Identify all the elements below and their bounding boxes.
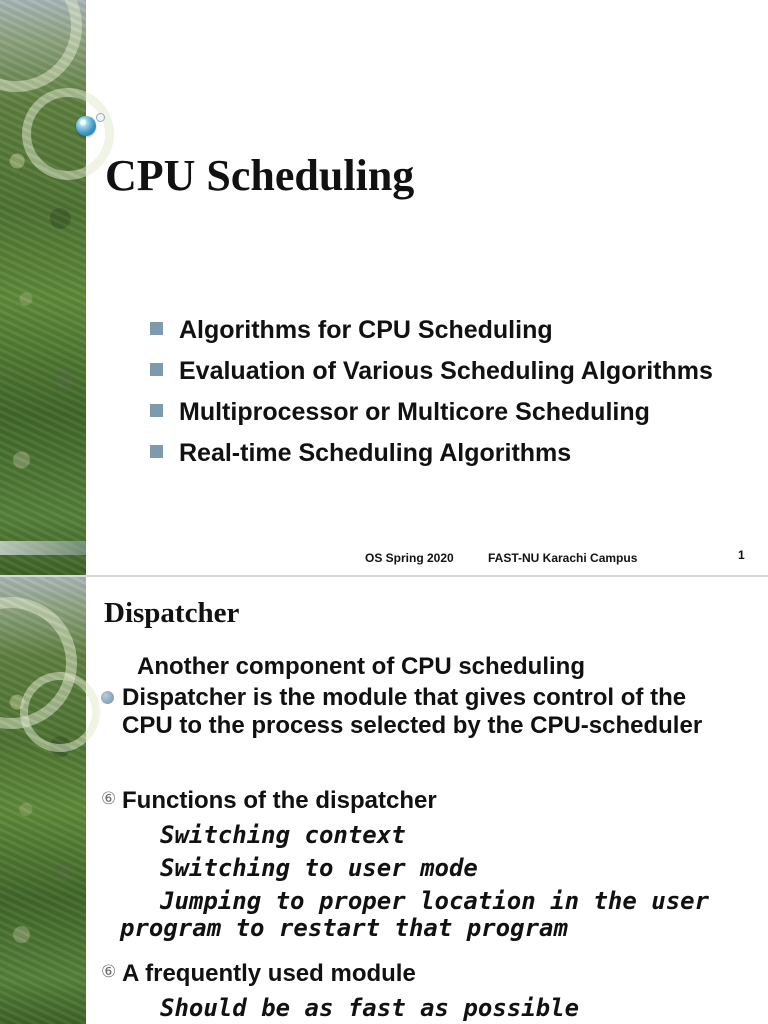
small-circle-icon: [96, 113, 105, 122]
functions-heading: Functions of the dispatcher: [122, 787, 437, 814]
page-number: 1: [738, 548, 745, 562]
round-bullet-icon: [101, 691, 114, 704]
topic-text: Multiprocessor or Multicore Scheduling: [179, 398, 650, 426]
function-item-continuation: program to restart that program: [120, 914, 568, 942]
topic-item: [150, 395, 750, 429]
module-note: Should be as fast as possible: [160, 994, 580, 1022]
function-item: Switching context: [160, 821, 406, 849]
topic-text: Evaluation of Various Scheduling Algorithms: [179, 357, 713, 385]
topic-list: [150, 313, 750, 477]
square-bullet-icon: [150, 363, 163, 376]
circled-bullet-icon: ⑥: [101, 789, 117, 809]
slide-title: Dispatcher: [104, 597, 240, 629]
hillside-photo-strip: [0, 0, 86, 575]
topic-text: Algorithms for CPU Scheduling: [179, 316, 553, 344]
square-bullet-icon: [150, 445, 163, 458]
ring-decoration-icon: [20, 672, 100, 752]
slide-2: [0, 577, 768, 1024]
intro-text: Another component of CPU scheduling: [137, 653, 585, 680]
dispatcher-description: Dispatcher is the module that gives control of the CPU to the process selected by the CPU-scheduler: [122, 684, 703, 739]
circled-bullet-icon: ⑥: [101, 962, 117, 982]
footer-campus: FAST-NU Karachi Campus: [488, 551, 638, 565]
function-item: Jumping to proper location in the user: [160, 887, 710, 915]
topic-item: [150, 313, 750, 347]
module-heading: A frequently used module: [122, 960, 416, 987]
ring-decoration-icon: [0, 597, 77, 729]
ring-decoration-icon: [0, 0, 82, 92]
ring-decoration-icon: [22, 88, 114, 180]
square-bullet-icon: [150, 404, 163, 417]
slide-title: CPU Scheduling: [105, 151, 415, 200]
blue-orb-icon: [76, 116, 96, 136]
square-bullet-icon: [150, 322, 163, 335]
footer-course: OS Spring 2020: [365, 551, 454, 565]
topic-text: Real-time Scheduling Algorithms: [179, 439, 572, 467]
topic-item: [150, 354, 750, 388]
function-item: Switching to user mode: [160, 854, 478, 882]
hillside-photo-strip: [0, 577, 86, 1024]
topic-item: [150, 436, 750, 470]
